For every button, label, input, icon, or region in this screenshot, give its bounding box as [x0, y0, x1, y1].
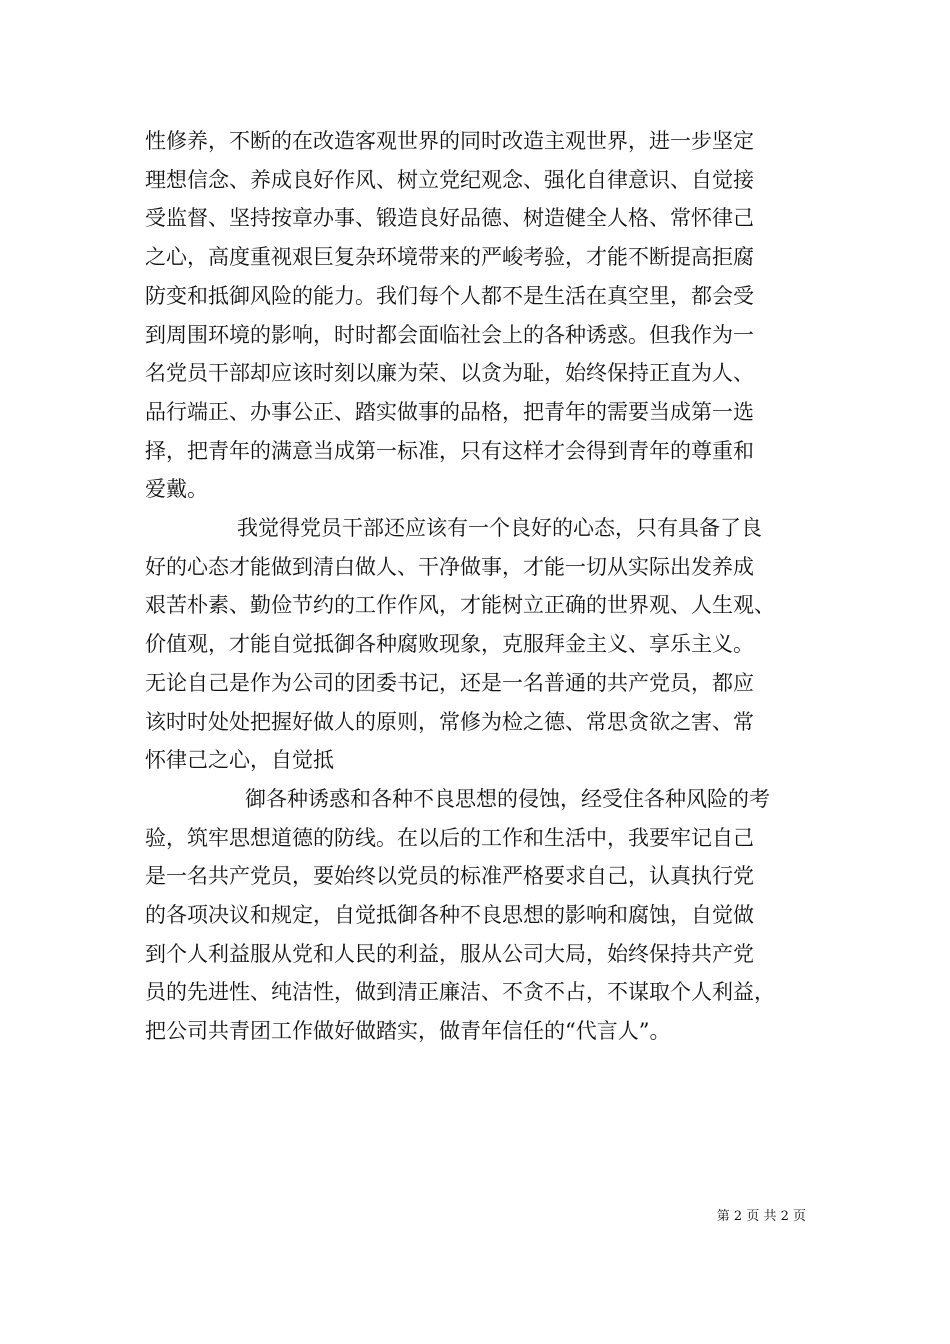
- text-line: 择，把青年的满意当成第一标准，只有这样才会得到青年的尊重和: [145, 438, 754, 463]
- text-line: 到个人利益服从党和人民的利益，服从公司大局，始终保持共产党: [145, 941, 754, 966]
- body-text: [145, 122, 810, 1051]
- paragraph-2: [145, 509, 810, 780]
- text-line: 之心，高度重视艰巨复杂环境带来的严峻考验，才能不断提高拒腐: [145, 245, 754, 270]
- text-line: 品行端正、办事公正、踏实做事的品格，把青年的需要当成第一选: [145, 399, 754, 424]
- text-line: 怀律己之心，自觉抵: [145, 748, 334, 773]
- text-line: 该时时处处把握好做人的原则，常修为检之德、常思贪欲之害、常: [145, 709, 754, 734]
- text-line: 名党员干部却应该时刻以廉为荣、以贪为耻，始终保持正直为人、: [145, 361, 754, 386]
- text-line: 价值观，才能自觉抵御各种腐败现象，克服拜金主义、享乐主义。: [145, 632, 754, 657]
- text-line: 到周围环境的影响，时时都会面临社会上的各种诱惑。但我作为一: [145, 322, 754, 347]
- paragraph-3: [145, 780, 810, 1051]
- text-line: 好的心态才能做到清白做人、干净做事，才能一切从实际出发养成: [145, 554, 754, 579]
- text-line: 验，筑牢思想道德的防线。在以后的工作和生活中，我要牢记自己: [145, 825, 754, 850]
- text-line: 我觉得党员干部还应该有一个良好的心态，只有具备了良: [237, 516, 762, 541]
- text-line: 理想信念、养成良好作风、树立党纪观念、强化自律意识、自觉接: [145, 167, 754, 192]
- text-line: 把公司共青团工作做好做踏实，做青年信任的“代言人”。: [145, 1019, 671, 1044]
- text-line: 员的先进性、纯洁性，做到清正廉洁、不贪不占，不谋取个人利益，: [145, 980, 775, 1005]
- text-line: 爱戴。: [145, 477, 208, 502]
- page-number: 第 2 页 共 2 页: [716, 1209, 806, 1224]
- text-line: 性修养，不断的在改造客观世界的同时改造主观世界，进一步坚定: [145, 129, 754, 153]
- text-line: 御各种诱惑和各种不良思想的侵蚀，经受住各种风险的考: [245, 786, 770, 811]
- text-line: 无论自己是作为公司的团委书记，还是一名普通的共产党员，都应: [145, 670, 754, 695]
- text-line: 防变和抵御风险的能力。我们每个人都不是生活在真空里，都会受: [145, 283, 754, 308]
- text-line: 是一名共产党员，要始终以党员的标准严格要求自己，认真执行党: [145, 864, 754, 889]
- paragraph-1: [145, 122, 810, 509]
- text-line: 艰苦朴素、勤俭节约的工作作风，才能树立正确的世界观、人生观、: [145, 593, 775, 618]
- text-line: 受监督、坚持按章办事、锻造良好品德、树造健全人格、常怀律己: [145, 206, 754, 231]
- text-line: 的各项决议和规定，自觉抵御各种不良思想的影响和腐蚀，自觉做: [145, 903, 754, 928]
